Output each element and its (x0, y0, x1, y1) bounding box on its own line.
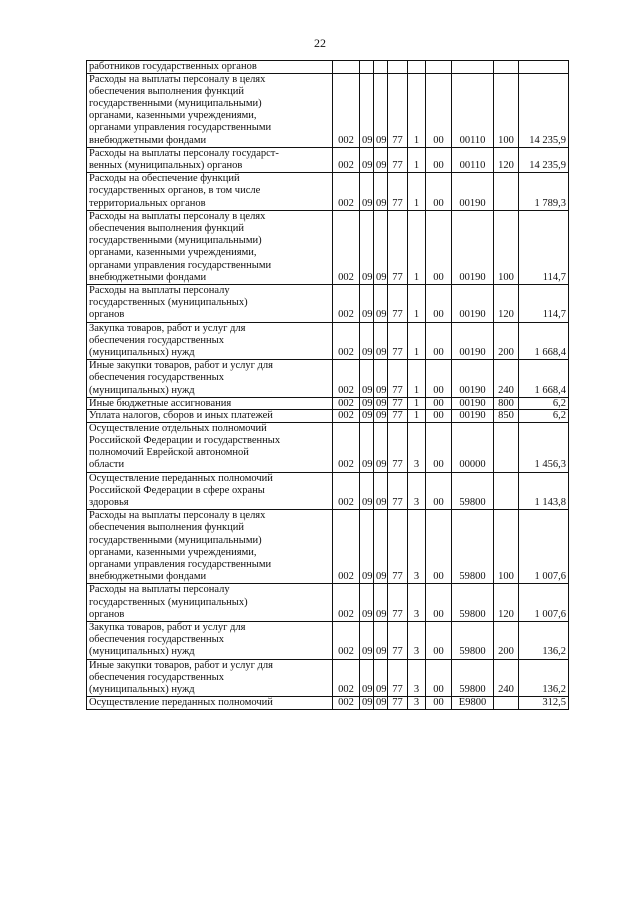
expense-name-line: Расходы на выплаты персоналу в целях (89, 73, 266, 85)
target-article-cell: 59800 (452, 622, 494, 660)
amount-cell: 136,2 (519, 622, 569, 660)
table-row (87, 173, 569, 211)
section-code-cell: 09 (360, 410, 374, 423)
expense-name-line: органами управления государственными (89, 559, 272, 571)
subsection-code-cell (374, 61, 388, 74)
expense-type-cell: 850 (494, 410, 519, 423)
ministry-code-cell: 002 (333, 422, 360, 472)
expense-name-line: области (89, 459, 125, 471)
expense-name-line: работников государственных органов (89, 61, 257, 72)
section-code-cell: 09 (360, 422, 374, 472)
ministry-code-cell: 002 (333, 147, 360, 172)
table-row (87, 410, 569, 423)
expense-name-cell (87, 510, 333, 584)
subsection-code-cell: 09 (374, 284, 388, 322)
expense-name-line: (муниципальных) нужд (89, 384, 195, 396)
ministry-code-cell: 002 (333, 73, 360, 147)
expense-name-cell (87, 360, 333, 398)
expense-name-line: (муниципальных) нужд (89, 684, 195, 696)
expense-name-cell (87, 73, 333, 147)
expense-name-line: Закупка товаров, работ и услуг для (89, 622, 246, 634)
target-article-cell: 59800 (452, 510, 494, 584)
expense-name-line: Иные закупки товаров, работ и услуг для (89, 659, 273, 671)
expense-name-line: Расходы на обеспечение функций (89, 173, 240, 185)
expense-name-line: органами управления государственными (89, 259, 272, 271)
section-code-cell (360, 61, 374, 74)
expense-name-line: обеспечения выполнения функций (89, 85, 245, 97)
expense-name-cell (87, 61, 333, 74)
expense-name-cell (87, 697, 333, 710)
table-row (87, 61, 569, 74)
subprogram-code-cell: 3 (408, 697, 426, 710)
table-row (87, 422, 569, 472)
direction-code-cell: 00 (426, 210, 452, 284)
expense-name-line: Осуществление отдельных полномочий (89, 422, 267, 434)
section-code-cell: 09 (360, 584, 374, 622)
expense-name-line: Осуществление переданных полномочий (89, 697, 273, 709)
target-article-cell: 00190 (452, 322, 494, 360)
subprogram-code-cell: 1 (408, 397, 426, 410)
ministry-code-cell: 002 (333, 697, 360, 710)
subprogram-code-cell: 1 (408, 322, 426, 360)
subprogram-code-cell: 3 (408, 584, 426, 622)
expense-name-cell (87, 147, 333, 172)
program-code-cell: 77 (388, 622, 408, 660)
expense-name-line: органами, казенными учреждениями, (89, 247, 257, 259)
direction-code-cell: 00 (426, 659, 452, 697)
subsection-code-cell: 09 (374, 472, 388, 510)
program-code-cell: 77 (388, 73, 408, 147)
amount-cell: 1 668,4 (519, 360, 569, 398)
subsection-code-cell: 09 (374, 697, 388, 710)
expense-type-cell: 120 (494, 284, 519, 322)
subsection-code-cell: 09 (374, 173, 388, 211)
subsection-code-cell: 09 (374, 584, 388, 622)
table-row (87, 584, 569, 622)
target-article-cell: E9800 (452, 697, 494, 710)
expense-type-cell: 100 (494, 73, 519, 147)
program-code-cell: 77 (388, 697, 408, 710)
section-code-cell: 09 (360, 659, 374, 697)
program-code-cell: 77 (388, 422, 408, 472)
program-code-cell: 77 (388, 659, 408, 697)
direction-code-cell: 00 (426, 410, 452, 423)
direction-code-cell: 00 (426, 360, 452, 398)
expense-name-line: органами, казенными учреждениями, (89, 110, 257, 122)
direction-code-cell: 00 (426, 622, 452, 660)
direction-code-cell: 00 (426, 472, 452, 510)
target-article-cell: 59800 (452, 472, 494, 510)
direction-code-cell: 00 (426, 422, 452, 472)
program-code-cell: 77 (388, 410, 408, 423)
amount-cell: 136,2 (519, 659, 569, 697)
target-article-cell: 00190 (452, 210, 494, 284)
target-article-cell: 59800 (452, 584, 494, 622)
program-code-cell: 77 (388, 397, 408, 410)
subprogram-code-cell: 1 (408, 410, 426, 423)
table-row (87, 397, 569, 410)
expense-type-cell: 200 (494, 322, 519, 360)
expense-name-line: государственных органов, в том числе (89, 185, 261, 197)
subsection-code-cell: 09 (374, 422, 388, 472)
expense-name-line: Российской Федерации и государственных (89, 434, 281, 446)
direction-code-cell: 00 (426, 510, 452, 584)
subprogram-code-cell: 3 (408, 510, 426, 584)
expense-name-cell (87, 397, 333, 410)
target-article-cell: 00190 (452, 284, 494, 322)
target-article-cell: 00110 (452, 147, 494, 172)
target-article-cell: 00190 (452, 410, 494, 423)
subsection-code-cell: 09 (374, 147, 388, 172)
expense-name-line: внебюджетными фондами (89, 134, 207, 146)
table-row (87, 284, 569, 322)
table-row (87, 472, 569, 510)
subprogram-code-cell: 1 (408, 73, 426, 147)
expense-name-line: обеспечения государственных (89, 634, 224, 646)
amount-cell: 1 143,8 (519, 472, 569, 510)
expense-name-line: Расходы на выплаты персоналу (89, 284, 230, 296)
expense-name-cell (87, 659, 333, 697)
expense-name-line: (муниципальных) нужд (89, 646, 195, 658)
program-code-cell: 77 (388, 584, 408, 622)
section-code-cell: 09 (360, 73, 374, 147)
section-code-cell: 09 (360, 622, 374, 660)
target-article-cell: 00190 (452, 173, 494, 211)
program-code-cell: 77 (388, 173, 408, 211)
subsection-code-cell: 09 (374, 659, 388, 697)
budget-table-body (87, 61, 569, 710)
expense-name-line: органов (89, 309, 125, 321)
table-row (87, 322, 569, 360)
amount-cell: 14 235,9 (519, 147, 569, 172)
expense-type-cell (494, 61, 519, 74)
subsection-code-cell: 09 (374, 210, 388, 284)
subprogram-code-cell: 1 (408, 147, 426, 172)
expense-type-cell: 800 (494, 397, 519, 410)
expense-name-line: Расходы на выплаты персоналу государст- (89, 147, 279, 159)
subsection-code-cell: 09 (374, 510, 388, 584)
program-code-cell (388, 61, 408, 74)
program-code-cell: 77 (388, 360, 408, 398)
ministry-code-cell: 002 (333, 622, 360, 660)
expense-name-line: венных (муниципальных) органов (89, 159, 243, 171)
expense-type-cell: 240 (494, 360, 519, 398)
table-row (87, 510, 569, 584)
amount-cell: 6,2 (519, 410, 569, 423)
expense-name-line: полномочий Еврейской автономной (89, 447, 249, 459)
direction-code-cell: 00 (426, 322, 452, 360)
table-row (87, 73, 569, 147)
amount-cell: 1 456,3 (519, 422, 569, 472)
expense-name-cell (87, 422, 333, 472)
expense-name-line: Иные бюджетные ассигнования (89, 397, 232, 409)
section-code-cell: 09 (360, 284, 374, 322)
direction-code-cell: 00 (426, 697, 452, 710)
amount-cell: 6,2 (519, 397, 569, 410)
subsection-code-cell: 09 (374, 622, 388, 660)
subprogram-code-cell: 3 (408, 659, 426, 697)
expense-name-cell (87, 622, 333, 660)
amount-cell: 14 235,9 (519, 73, 569, 147)
expense-name-line: Расходы на выплаты персоналу в целях (89, 210, 266, 222)
amount-cell: 114,7 (519, 210, 569, 284)
target-article-cell: 00190 (452, 397, 494, 410)
expense-name-line: государственных (муниципальных) (89, 297, 248, 309)
section-code-cell: 09 (360, 472, 374, 510)
table-row (87, 147, 569, 172)
expense-name-line: территориальных органов (89, 197, 206, 209)
expense-type-cell: 100 (494, 510, 519, 584)
expense-name-line: органов (89, 608, 125, 620)
subsection-code-cell: 09 (374, 410, 388, 423)
ministry-code-cell: 002 (333, 584, 360, 622)
table-row (87, 697, 569, 710)
target-article-cell: 59800 (452, 659, 494, 697)
direction-code-cell: 00 (426, 173, 452, 211)
ministry-code-cell: 002 (333, 360, 360, 398)
subprogram-code-cell: 1 (408, 210, 426, 284)
expense-name-line: обеспечения выполнения функций (89, 222, 245, 234)
expense-name-line: государственными (муниципальными) (89, 235, 262, 247)
expense-name-line: Расходы на выплаты персоналу (89, 584, 230, 596)
section-code-cell: 09 (360, 697, 374, 710)
target-article-cell: 00110 (452, 73, 494, 147)
expense-name-line: Расходы на выплаты персоналу в целях (89, 510, 266, 522)
program-code-cell: 77 (388, 284, 408, 322)
program-code-cell: 77 (388, 472, 408, 510)
target-article-cell: 00000 (452, 422, 494, 472)
direction-code-cell: 00 (426, 584, 452, 622)
subprogram-code-cell: 1 (408, 284, 426, 322)
expense-type-cell: 200 (494, 622, 519, 660)
direction-code-cell: 00 (426, 397, 452, 410)
expense-name-line: органами, казенными учреждениями, (89, 546, 257, 558)
section-code-cell: 09 (360, 360, 374, 398)
table-row (87, 360, 569, 398)
section-code-cell: 09 (360, 147, 374, 172)
expense-type-cell (494, 422, 519, 472)
subsection-code-cell: 09 (374, 322, 388, 360)
expense-name-line: обеспечения государственных (89, 671, 224, 683)
expense-name-line: (муниципальных) нужд (89, 346, 195, 358)
ministry-code-cell: 002 (333, 659, 360, 697)
expense-name-line: внебюджетными фондами (89, 271, 207, 283)
subprogram-code-cell: 3 (408, 622, 426, 660)
program-code-cell: 77 (388, 147, 408, 172)
expense-name-cell (87, 173, 333, 211)
subprogram-code-cell: 1 (408, 360, 426, 398)
expense-name-line: обеспечения государственных (89, 372, 224, 384)
expense-name-line: Российской Федерации в сфере охраны (89, 484, 265, 496)
table-row (87, 622, 569, 660)
expense-type-cell (494, 472, 519, 510)
subprogram-code-cell (408, 61, 426, 74)
section-code-cell: 09 (360, 173, 374, 211)
expense-name-cell (87, 284, 333, 322)
expense-type-cell: 120 (494, 584, 519, 622)
ministry-code-cell: 002 (333, 322, 360, 360)
subprogram-code-cell: 3 (408, 422, 426, 472)
ministry-code-cell: 002 (333, 284, 360, 322)
expense-name-line: внебюджетными фондами (89, 571, 207, 583)
expense-name-line: обеспечения выполнения функций (89, 522, 245, 534)
amount-cell: 1 007,6 (519, 584, 569, 622)
program-code-cell: 77 (388, 210, 408, 284)
expense-name-cell (87, 584, 333, 622)
ministry-code-cell (333, 61, 360, 74)
expense-name-line: здоровья (89, 497, 129, 508)
table-row (87, 659, 569, 697)
expense-name-line: государственными (муниципальными) (89, 534, 262, 546)
expense-type-cell: 120 (494, 147, 519, 172)
page-number: 22 (314, 36, 326, 50)
expense-name-line: государственными (муниципальными) (89, 97, 262, 109)
ministry-code-cell: 002 (333, 410, 360, 423)
ministry-code-cell: 002 (333, 397, 360, 410)
table-row (87, 210, 569, 284)
amount-cell (519, 61, 569, 74)
program-code-cell: 77 (388, 510, 408, 584)
budget-table (86, 60, 569, 710)
expense-name-line: Закупка товаров, работ и услуг для (89, 322, 246, 334)
direction-code-cell: 00 (426, 284, 452, 322)
expense-name-cell (87, 410, 333, 423)
expense-name-line: государственных (муниципальных) (89, 596, 248, 608)
expense-name-cell (87, 472, 333, 510)
amount-cell: 1 668,4 (519, 322, 569, 360)
expense-type-cell: 240 (494, 659, 519, 697)
expense-name-line: обеспечения государственных (89, 334, 224, 346)
section-code-cell: 09 (360, 510, 374, 584)
amount-cell: 1 789,3 (519, 173, 569, 211)
expense-name-line: Уплата налогов, сборов и иных платежей (89, 410, 273, 422)
subsection-code-cell: 09 (374, 397, 388, 410)
direction-code-cell (426, 61, 452, 74)
subsection-code-cell: 09 (374, 73, 388, 147)
direction-code-cell: 00 (426, 147, 452, 172)
amount-cell: 1 007,6 (519, 510, 569, 584)
expense-name-cell (87, 322, 333, 360)
ministry-code-cell: 002 (333, 510, 360, 584)
target-article-cell (452, 61, 494, 74)
expense-type-cell (494, 173, 519, 211)
ministry-code-cell: 002 (333, 210, 360, 284)
expense-name-cell (87, 210, 333, 284)
target-article-cell: 00190 (452, 360, 494, 398)
expense-name-line: органами управления государственными (89, 122, 272, 134)
section-code-cell: 09 (360, 322, 374, 360)
amount-cell: 114,7 (519, 284, 569, 322)
subsection-code-cell: 09 (374, 360, 388, 398)
direction-code-cell: 00 (426, 73, 452, 147)
subprogram-code-cell: 1 (408, 173, 426, 211)
subprogram-code-cell: 3 (408, 472, 426, 510)
expense-type-cell (494, 697, 519, 710)
section-code-cell: 09 (360, 210, 374, 284)
ministry-code-cell: 002 (333, 173, 360, 211)
amount-cell: 312,5 (519, 697, 569, 710)
expense-name-line: Осуществление переданных полномочий (89, 472, 273, 484)
expense-type-cell: 100 (494, 210, 519, 284)
expense-name-line: Иные закупки товаров, работ и услуг для (89, 360, 273, 372)
section-code-cell: 09 (360, 397, 374, 410)
ministry-code-cell: 002 (333, 472, 360, 510)
program-code-cell: 77 (388, 322, 408, 360)
